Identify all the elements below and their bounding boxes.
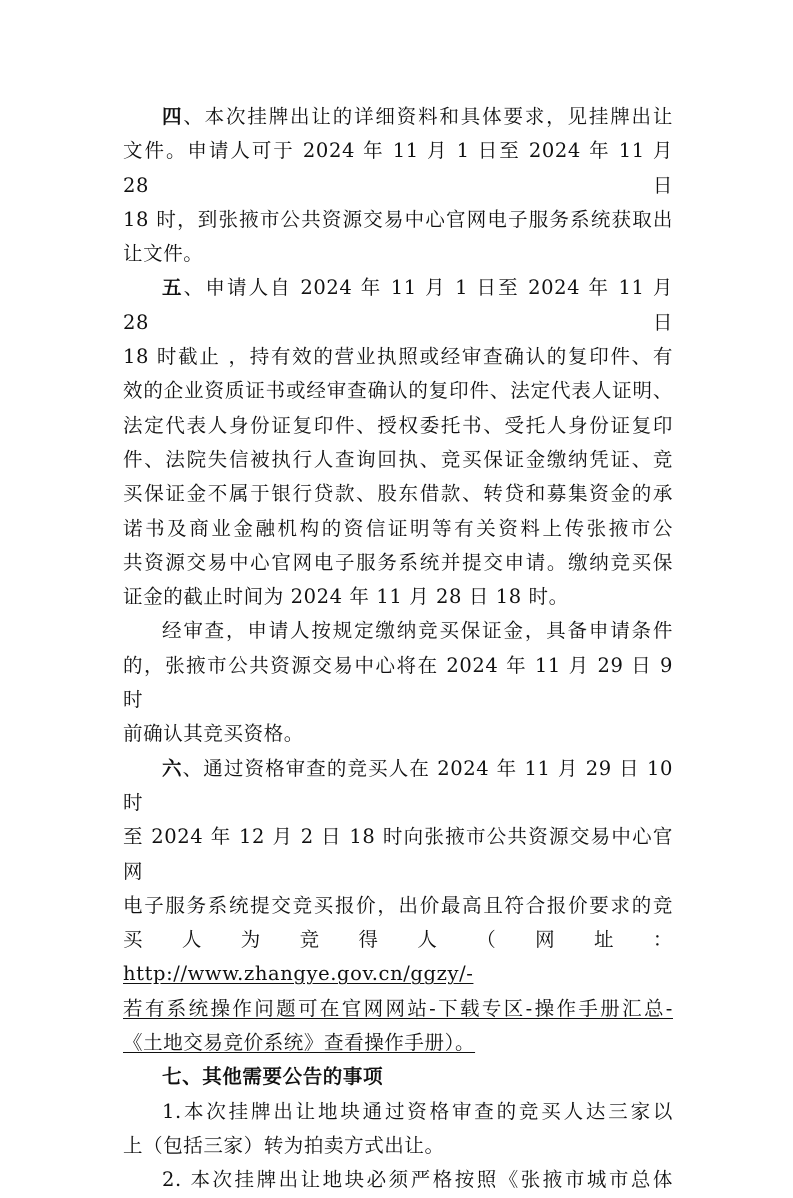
section-five-line-5: 件、法院失信被执行人查询回执、竞买保证金缴纳凭证、竞 <box>123 447 673 471</box>
review-line-2: 的，张掖市公共资源交易中心将在 2024 年 11 月 29 日 9 时 <box>123 653 673 712</box>
review-line-1: 经审查，申请人按规定缴纳竞买保证金，具备申请条件 <box>162 619 673 643</box>
item-one-line-2: 上（包括三家）转为拍卖方式出让。 <box>123 1133 445 1157</box>
section-four-line-3: 18 时，到张掖市公共资源交易中心官网电子服务系统获取出 <box>123 207 673 231</box>
section-five-line-7: 诺书及商业金融机构的资信证明等有关资料上传张掖市公 <box>123 516 673 540</box>
section-six-lead: 六 <box>162 756 183 780</box>
section-five-line-1: 、申请人自 2024 年 11 月 1 日至 2024 年 11 月 28 日 <box>123 276 674 334</box>
section-six-line-1: 、通过资格审查的竞买人在 2024 年 11 月 29 日 10 时 <box>123 756 674 814</box>
section-five-line-9: 证金的截止时间为 2024 年 11 月 28 日 18 时。 <box>123 585 569 609</box>
item-one-line-1: 1.本次挂牌出让地块通过资格审查的竞买人达三家以 <box>162 1099 673 1123</box>
section-six-line-3: 电子服务系统提交竞买报价，出价最高且符合报价要求的竞 <box>123 893 673 917</box>
section-five <box>123 271 673 614</box>
review-line-3: 前确认其竞买资格。 <box>123 722 304 746</box>
section-five-line-6: 买保证金不属于银行贷款、股东借款、转贷和募集资金的承 <box>123 482 673 506</box>
item-one <box>123 1095 673 1164</box>
section-six <box>123 752 673 1061</box>
website-link-note-1[interactable]: 若有系统操作问题可在官网网站-下载专区-操作手册汇总- <box>123 996 673 1020</box>
section-four-line-2: 文件。申请人可于 2024 年 11 月 1 日至 2024 年 11 月 28 日 <box>123 139 673 197</box>
section-four-line-4: 让文件。 <box>123 242 204 266</box>
section-five-lead: 五 <box>162 276 184 300</box>
section-five-line-2: 18 时截止 ，持有效的营业执照或经审查确认的复印件、有 <box>123 345 673 369</box>
item-two-line-1: 2. 本次挂牌出让地块必须严格按照《张掖市城市总体 <box>162 1168 673 1192</box>
section-six-line-2: 至 2024 年 12 月 2 日 18 时向张掖市公共资源交易中心官网 <box>123 825 673 883</box>
section-five-line-3: 效的企业资质证书或经审查确认的复印件、法定代表人证明、 <box>123 379 673 403</box>
section-four-line-1: 、本次挂牌出让的详细资料和具体要求，见挂牌出让 <box>183 105 673 128</box>
item-two <box>123 1163 673 1197</box>
website-link-note-2[interactable]: 《土地交易竞价系统》查看操作手册）。 <box>123 1031 476 1055</box>
website-link[interactable]: http://www.zhangye.gov.cn/ggzy/- <box>123 962 474 986</box>
section-six-line-4: 买人为竞得人（网址： <box>123 928 673 952</box>
review-paragraph <box>123 614 673 751</box>
section-five-line-4: 法定代表人身份证复印件、授权委托书、受托人身份证复印 <box>123 413 673 437</box>
section-four-lead: 四 <box>162 105 184 128</box>
section-five-line-8: 共资源交易中心官网电子服务系统并提交申请。缴纳竞买保 <box>123 550 673 574</box>
section-seven-title: 七、其他需要公告的事项 <box>162 1065 384 1089</box>
document-body <box>123 100 673 1198</box>
section-four <box>123 100 673 271</box>
